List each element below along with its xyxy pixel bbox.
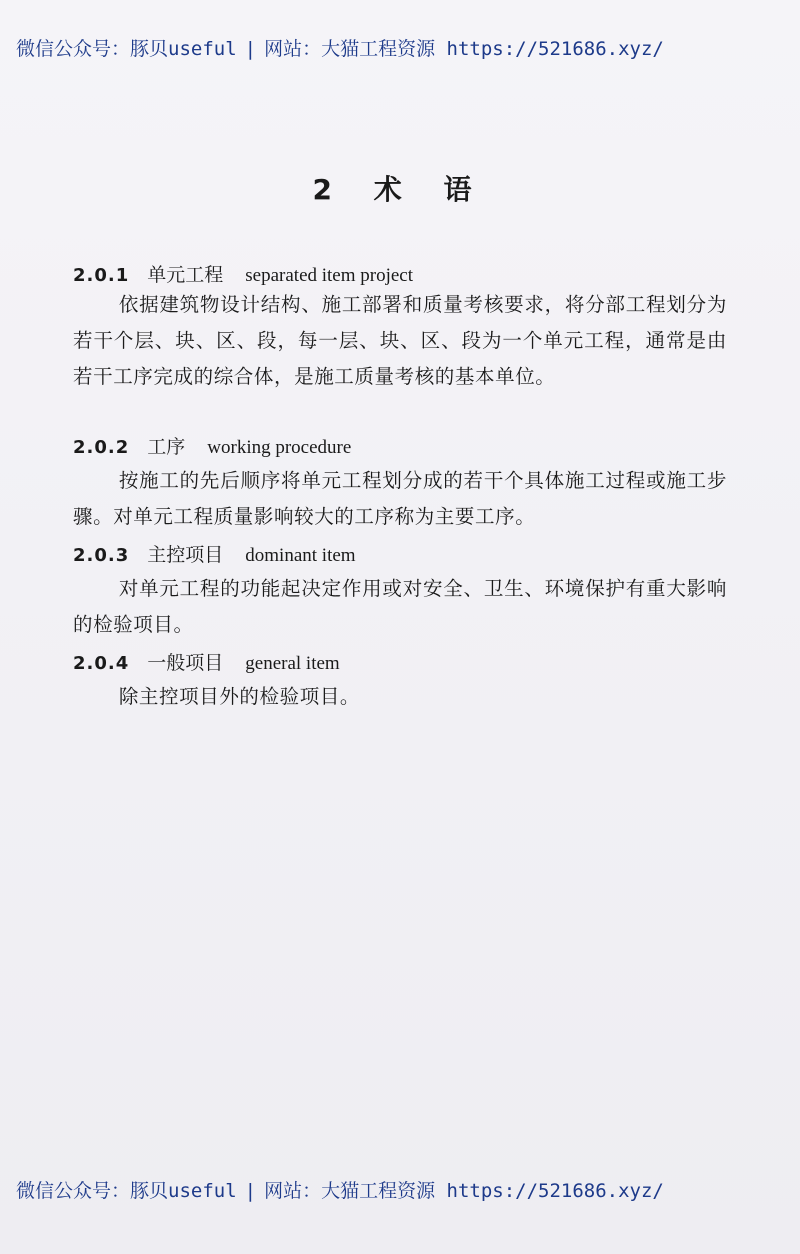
term-definition: 除主控项目外的检验项目。 — [118, 685, 361, 708]
term-definition: 对单元工程的功能起决定作用或对安全、卫生、环境保护有重大影响的检验项目。 — [73, 577, 727, 636]
term-heading — [73, 648, 340, 675]
term-number: 2.0.3 — [73, 545, 130, 566]
term-definition: 按施工的先后顺序将单元工程划分成的若干个具体施工过程或施工步骤。对单元工程质量影响较大的工序称为主要工序。 — [73, 469, 727, 528]
watermark-bottom — [16, 1176, 796, 1203]
term-number: 2.0.2 — [73, 437, 130, 458]
term-heading — [73, 540, 356, 567]
watermark-top — [16, 34, 796, 61]
term-name-en: separated item project — [245, 265, 414, 286]
term-name-en: working procedure — [207, 437, 352, 458]
watermark-right-text: 网站：大猫工程资源 https://521686.xyz/ — [264, 38, 664, 60]
term-name-en: general item — [245, 653, 340, 674]
term-name-en: dominant item — [245, 545, 356, 566]
term-name-cn: 主控项目 — [147, 544, 224, 566]
term-name-cn: 单元工程 — [147, 264, 224, 286]
term-definition: 依据建筑物设计结构、施工部署和质量考核要求，将分部工程划分为若干个层、块、区、段，每一层、块、区、段为一个单元工程，通常是由若干工序完成的综合体，是施工质量考核的基本单位。 — [73, 293, 727, 388]
watermark-right-text: 网站：大猫工程资源 https://521686.xyz/ — [264, 1180, 664, 1202]
watermark-separator: | — [244, 38, 257, 60]
watermark-left-text: 微信公众号：豚贝useful — [16, 1180, 237, 1202]
term-heading — [73, 432, 351, 459]
term-number: 2.0.1 — [73, 265, 130, 286]
chapter-title: 2 术 语 — [312, 173, 488, 206]
term-name-cn: 工序 — [147, 436, 186, 458]
watermark-left-text: 微信公众号：豚贝useful — [16, 38, 237, 60]
term-name-cn: 一般项目 — [147, 652, 224, 674]
watermark-separator: | — [244, 1180, 257, 1202]
term-heading — [73, 260, 413, 287]
term-number: 2.0.4 — [73, 653, 130, 674]
